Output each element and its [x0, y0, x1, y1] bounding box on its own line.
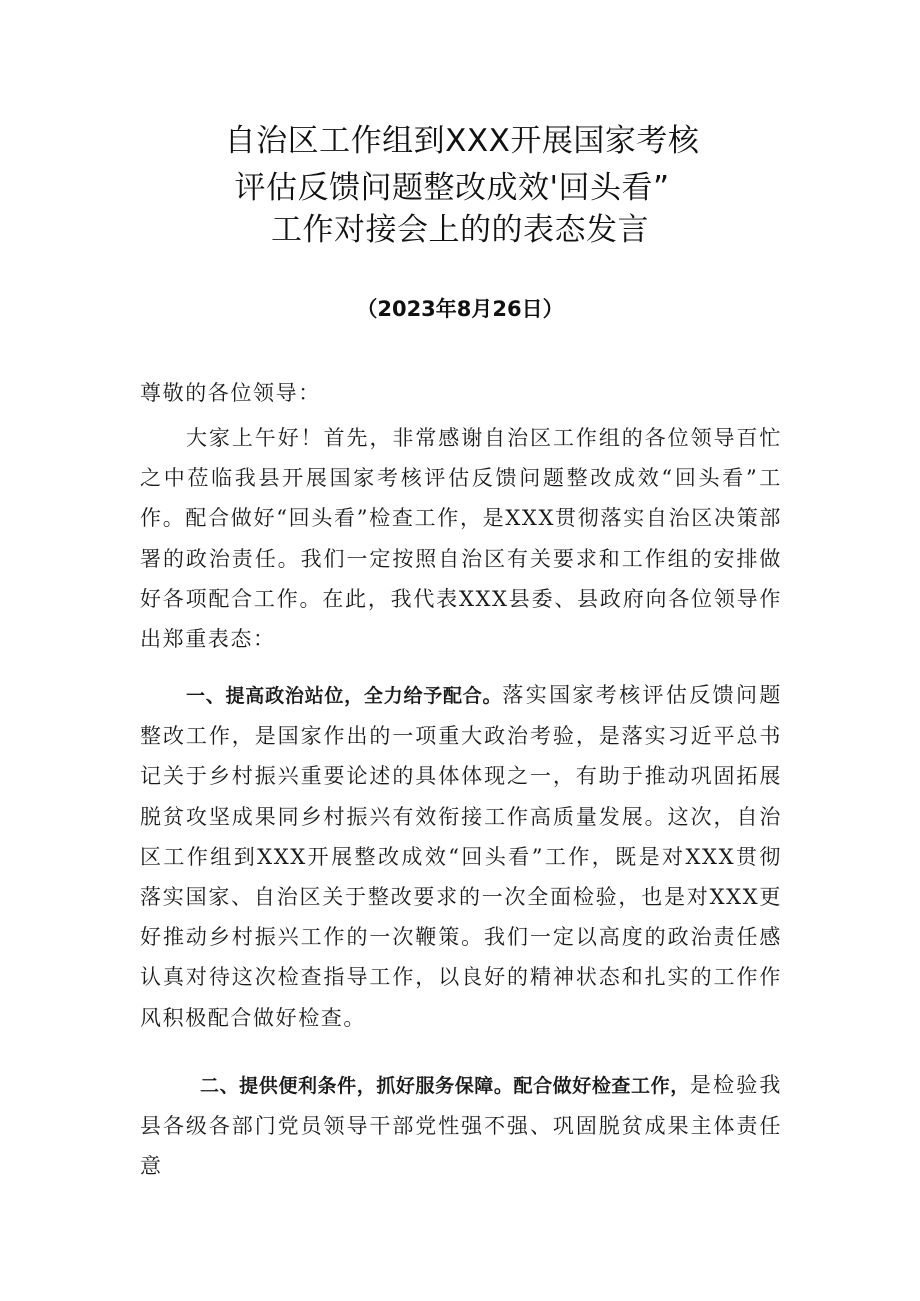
section-1-paragraph [140, 675, 782, 1038]
section-1-heading: 一、提高政治站位，全力给予配合。 [186, 685, 503, 707]
section-1-text: 落实国家考核评估反馈问题整改工作，是国家作出的一项重大政治考验，是落实习近平总书记关于乡村振兴重要论述的具体体现之一，有助于推动巩固拓展脱贫攻坚成果同乡村振兴有效衔接工作高质量发展。这次，自治区工作组到XXX开展整改成效“回头看”工作，既是对XXX贯彻落实国家、自治区关于整改要求的一次全面检验，也是对XXX更好推动乡村振兴工作的一次鞭策。我们一定以高度的政治责任感认真对待这次检查指导工作，以良好的精神状态和扎实的工作作风积极配合做好检查。 [140, 683, 782, 1030]
section-2-text: 是检验我县各级各部门党员领导干部党性强不强、巩固脱贫成果主体责任意 [140, 1073, 782, 1179]
title-line-2: 评估反馈问题整改成效'回头看” [234, 170, 670, 206]
document-date: （2023年8月26日） [356, 297, 564, 321]
title-line-3: 工作对接会上的的表态发言 [271, 212, 649, 248]
section-2-heading: 二、提供便利条件，抓好服务保障。配合做好检查工作， [200, 1075, 690, 1097]
salutation: 尊敬的各位领导： [140, 381, 321, 405]
opening-paragraph: 大家上午好！首先，非常感谢自治区工作组的各位领导百忙之中莅临我县开展国家考核评估反馈问题整改成效“回头看”工作。配合做好“回头看”检查工作，是XXX贯彻落实自治区决策部署的政治责任。我们一定按照自治区有关要求和工作组的安排做好各项配合工作。在此，我代表XXX县委、县政府向各位领导作出郑重表态： [140, 426, 782, 652]
title-line-1: 自治区工作组到XXX开展国家考核 [224, 123, 700, 159]
section-2-paragraph [140, 1065, 782, 1187]
